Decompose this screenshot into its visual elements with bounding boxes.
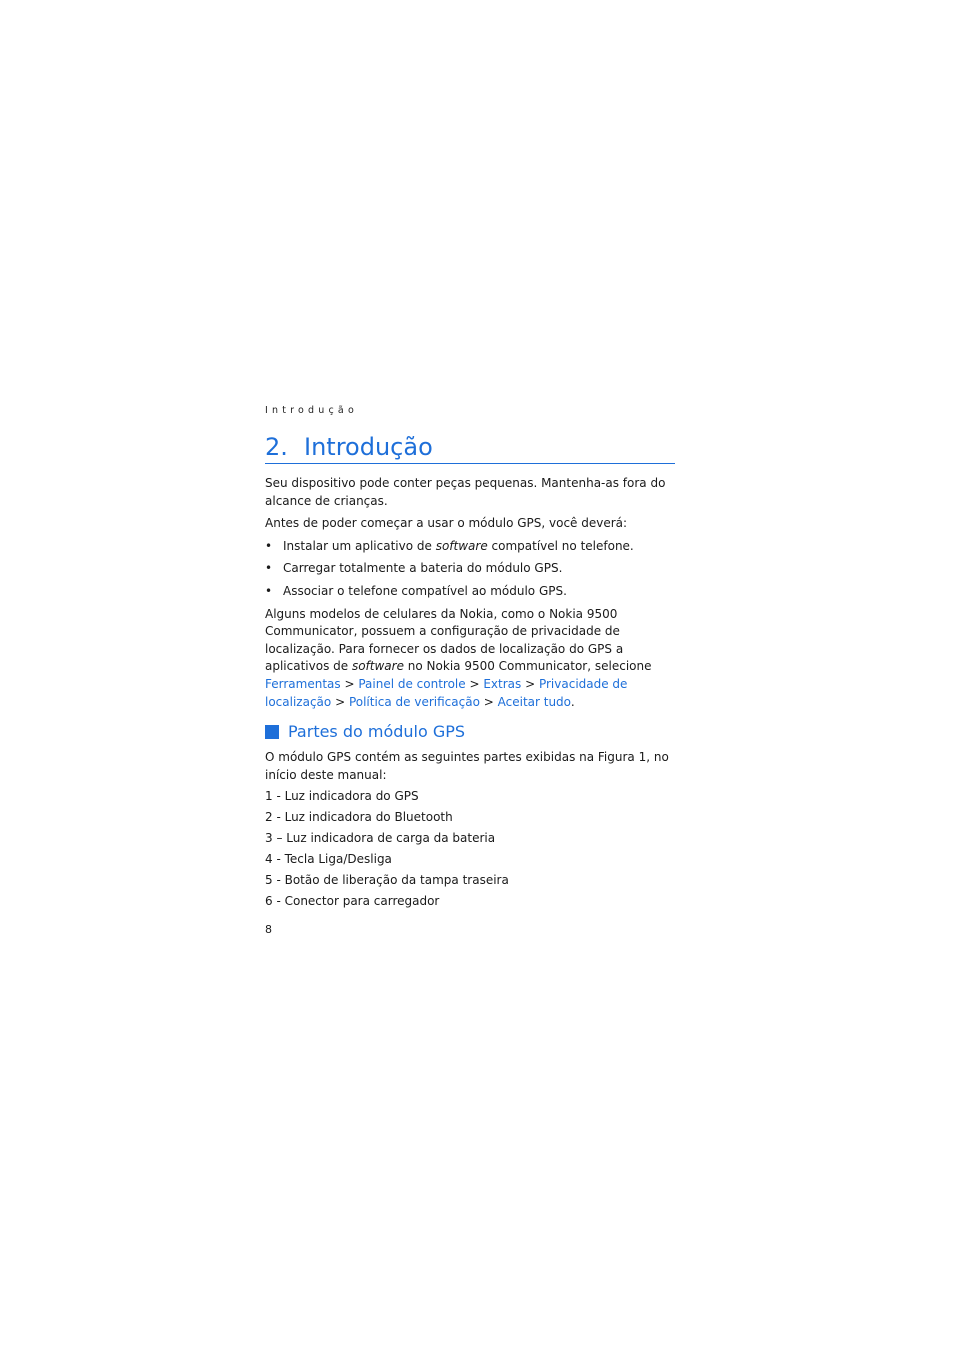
- bullet-icon: •: [265, 538, 273, 553]
- list-item: [265, 560, 675, 578]
- menu-separator: >: [521, 676, 539, 691]
- list-item: [265, 538, 675, 556]
- section-square-icon: [265, 725, 279, 739]
- nokia-paragraph: [265, 606, 675, 712]
- list-item-text: Carregar totalmente a bateria do módulo GPS.: [283, 561, 563, 576]
- section-title-text: Partes do módulo GPS: [288, 722, 466, 742]
- page-content: [265, 404, 675, 910]
- menu-path-privacidade: Privacidade de localização: [265, 676, 628, 709]
- paragraph-end: .: [570, 694, 575, 709]
- menu-separator: >: [331, 694, 349, 709]
- menu-path-painel-de-controle: Painel de controle: [358, 676, 466, 691]
- menu-separator: >: [479, 694, 498, 709]
- menu-path-aceitar-tudo: Aceitar tudo: [497, 694, 571, 709]
- chapter-title-text: Introdução: [304, 433, 433, 461]
- list-item: 4 - Tecla Liga/Desliga: [265, 851, 392, 866]
- menu-path-extras: Extras: [483, 676, 522, 691]
- section-title: [265, 721, 675, 743]
- chapter-number: 2.: [265, 433, 288, 461]
- list-item: [265, 583, 675, 601]
- bullet-icon: •: [265, 561, 273, 576]
- list-item-text: compatível no telefone.: [487, 538, 634, 553]
- page-number: 8: [265, 923, 272, 936]
- list-item: 3 – Luz indicadora de carga da bateria: [265, 830, 496, 845]
- menu-path-ferramentas: Ferramentas: [265, 676, 341, 691]
- menu-path-politica: Política de verificação: [348, 694, 480, 709]
- list-item: 1 - Luz indicadora do GPS: [265, 788, 419, 803]
- list-item-text: Associar o telefone compatível ao módulo GPS.: [283, 583, 567, 598]
- requirements-list: [265, 538, 675, 601]
- paragraph-emphasis: software: [351, 659, 404, 674]
- paragraph-text: no Nokia 9500 Communicator, selecione: [403, 659, 652, 674]
- parts-list: [265, 788, 675, 911]
- paragraph-text: Alguns modelos de celulares da Nokia, como o Nokia 9500 Communicator, possuem a configuração de privacidade de localização. Para fornecer os dados de localização do GPS a aplicativos de: [265, 606, 624, 674]
- before-paragraph: Antes de poder começar a usar o módulo GPS, você deverá:: [265, 516, 628, 531]
- running-header: Introdução: [265, 405, 358, 416]
- list-item: 2 - Luz indicadora do Bluetooth: [265, 809, 453, 824]
- list-item: 6 - Conector para carregador: [265, 893, 440, 908]
- bullet-icon: •: [265, 583, 273, 598]
- section-intro: O módulo GPS contém as seguintes partes exibidas na Figura 1, no início deste manual:: [265, 750, 669, 782]
- list-item-emphasis: software: [435, 538, 488, 553]
- menu-separator: >: [465, 676, 484, 691]
- list-item: 5 - Botão de liberação da tampa traseira: [265, 872, 509, 887]
- menu-separator: >: [340, 676, 359, 691]
- chapter-title: [265, 432, 675, 464]
- intro-paragraph: Seu dispositivo pode conter peças pequenas. Mantenha-as fora do alcance de crianças.: [265, 476, 666, 508]
- list-item-text: Instalar um aplicativo de: [283, 538, 436, 553]
